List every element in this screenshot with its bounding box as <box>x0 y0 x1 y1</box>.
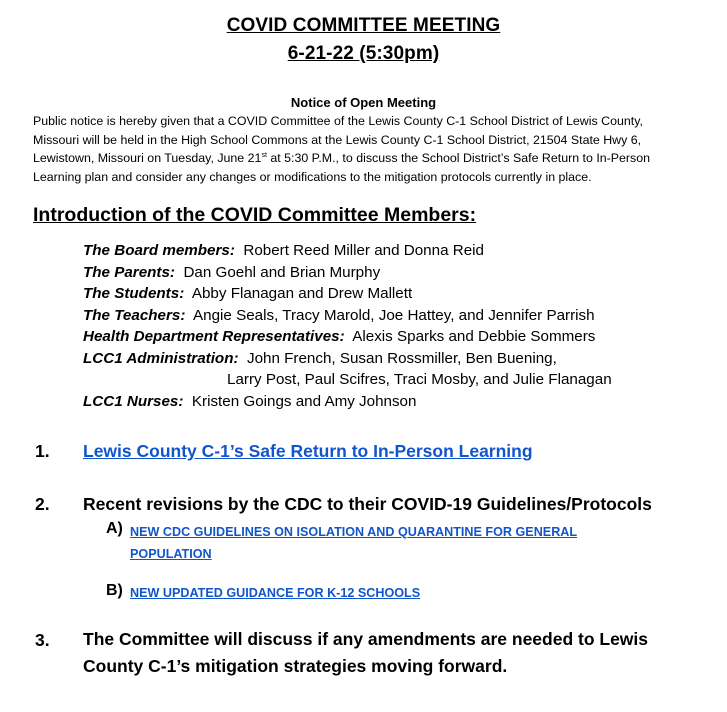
member-names: Larry Post, Paul Scifres, Traci Mosby, and Julie Flanagan <box>227 371 612 388</box>
member-role: The Teachers: <box>83 306 186 324</box>
member-names: Kristen Goings and Amy Johnson <box>191 392 417 410</box>
member-row-health-dept <box>83 328 595 345</box>
member-row-board <box>83 242 484 259</box>
notice-line: Learning plan and consider any changes or modifications to the mitigation protocols currently in place. <box>33 169 592 184</box>
agenda-number-1: 1. <box>35 441 50 461</box>
notice-line: Missouri will be held in the High School Commons at the Lewis County C-1 School District, 21504 State Hwy 6, <box>33 132 642 147</box>
page-title: COVID COMMITTEE MEETING <box>226 15 501 36</box>
k12-guidance-link[interactable]: NEW UPDATED GUIDANCE FOR K-12 SCHOOLS <box>130 586 421 600</box>
sub-item-letter-b: B) <box>106 582 123 599</box>
member-row-administration-cont <box>227 371 612 388</box>
notice-line: Public notice is hereby given that a COVID Committee of the Lewis County C-1 School District of Lewis County, <box>33 114 643 128</box>
agenda-number-2: 2. <box>35 494 50 514</box>
member-names: Angie Seals, Tracy Marold, Joe Hattey, and Jennifer Parrish <box>193 306 595 324</box>
agenda-item-3: The Committee will discuss if any amendments are needed to Lewis County C-1’s mitigation strategies moving forward. <box>83 629 649 676</box>
notice-line: Lewistown, Missouri on Tuesday, June 21st at 5:30 P.M., to discuss the School District’s Safe Return to In-Person <box>33 151 651 166</box>
sub-item-b <box>130 584 420 602</box>
sub-item-letter-a: A) <box>106 520 123 537</box>
introduction-heading: Introduction of the COVID Committee Members: <box>33 204 477 226</box>
member-names: Abby Flanagan and Drew Mallett <box>191 285 413 302</box>
notice-body <box>33 112 701 186</box>
member-names: John French, Susan Rossmiller, Ben Buening, <box>246 349 557 367</box>
member-role: Health Department Representatives: <box>83 328 345 345</box>
meeting-date: 6-21-22 (5:30pm) <box>287 43 440 64</box>
agenda-number-3: 3. <box>35 630 50 650</box>
member-row-students <box>83 285 412 302</box>
cdc-isolation-quarantine-link[interactable]: NEW CDC GUIDELINES ON ISOLATION AND QUARANTINE FOR GENERAL POPULATION <box>130 525 578 561</box>
member-role: The Students: <box>83 285 185 302</box>
member-role: The Board members: <box>83 242 235 259</box>
ordinal-suffix: st <box>261 152 267 160</box>
member-names: Robert Reed Miller and Donna Reid <box>243 242 484 259</box>
member-row-administration <box>83 350 557 367</box>
member-row-nurses <box>83 393 416 410</box>
member-names: Dan Goehl and Brian Murphy <box>183 263 381 281</box>
member-row-parents <box>83 264 380 281</box>
notice-heading: Notice of Open Meeting <box>290 95 437 110</box>
safe-return-link[interactable]: Lewis County C-1’s Safe Return to In-Person Learning <box>83 441 533 461</box>
agenda-item-1 <box>83 441 533 462</box>
member-names: Alexis Sparks and Debbie Sommers <box>352 328 596 345</box>
sub-item-a <box>130 521 577 565</box>
agenda-item-2: Recent revisions by the CDC to their COVID-19 Guidelines/Protocols <box>83 494 652 514</box>
member-role: LCC1 Nurses: <box>83 392 184 410</box>
member-role: LCC1 Administration: <box>83 349 239 367</box>
member-role: The Parents: <box>83 263 175 281</box>
member-row-teachers <box>83 307 595 324</box>
